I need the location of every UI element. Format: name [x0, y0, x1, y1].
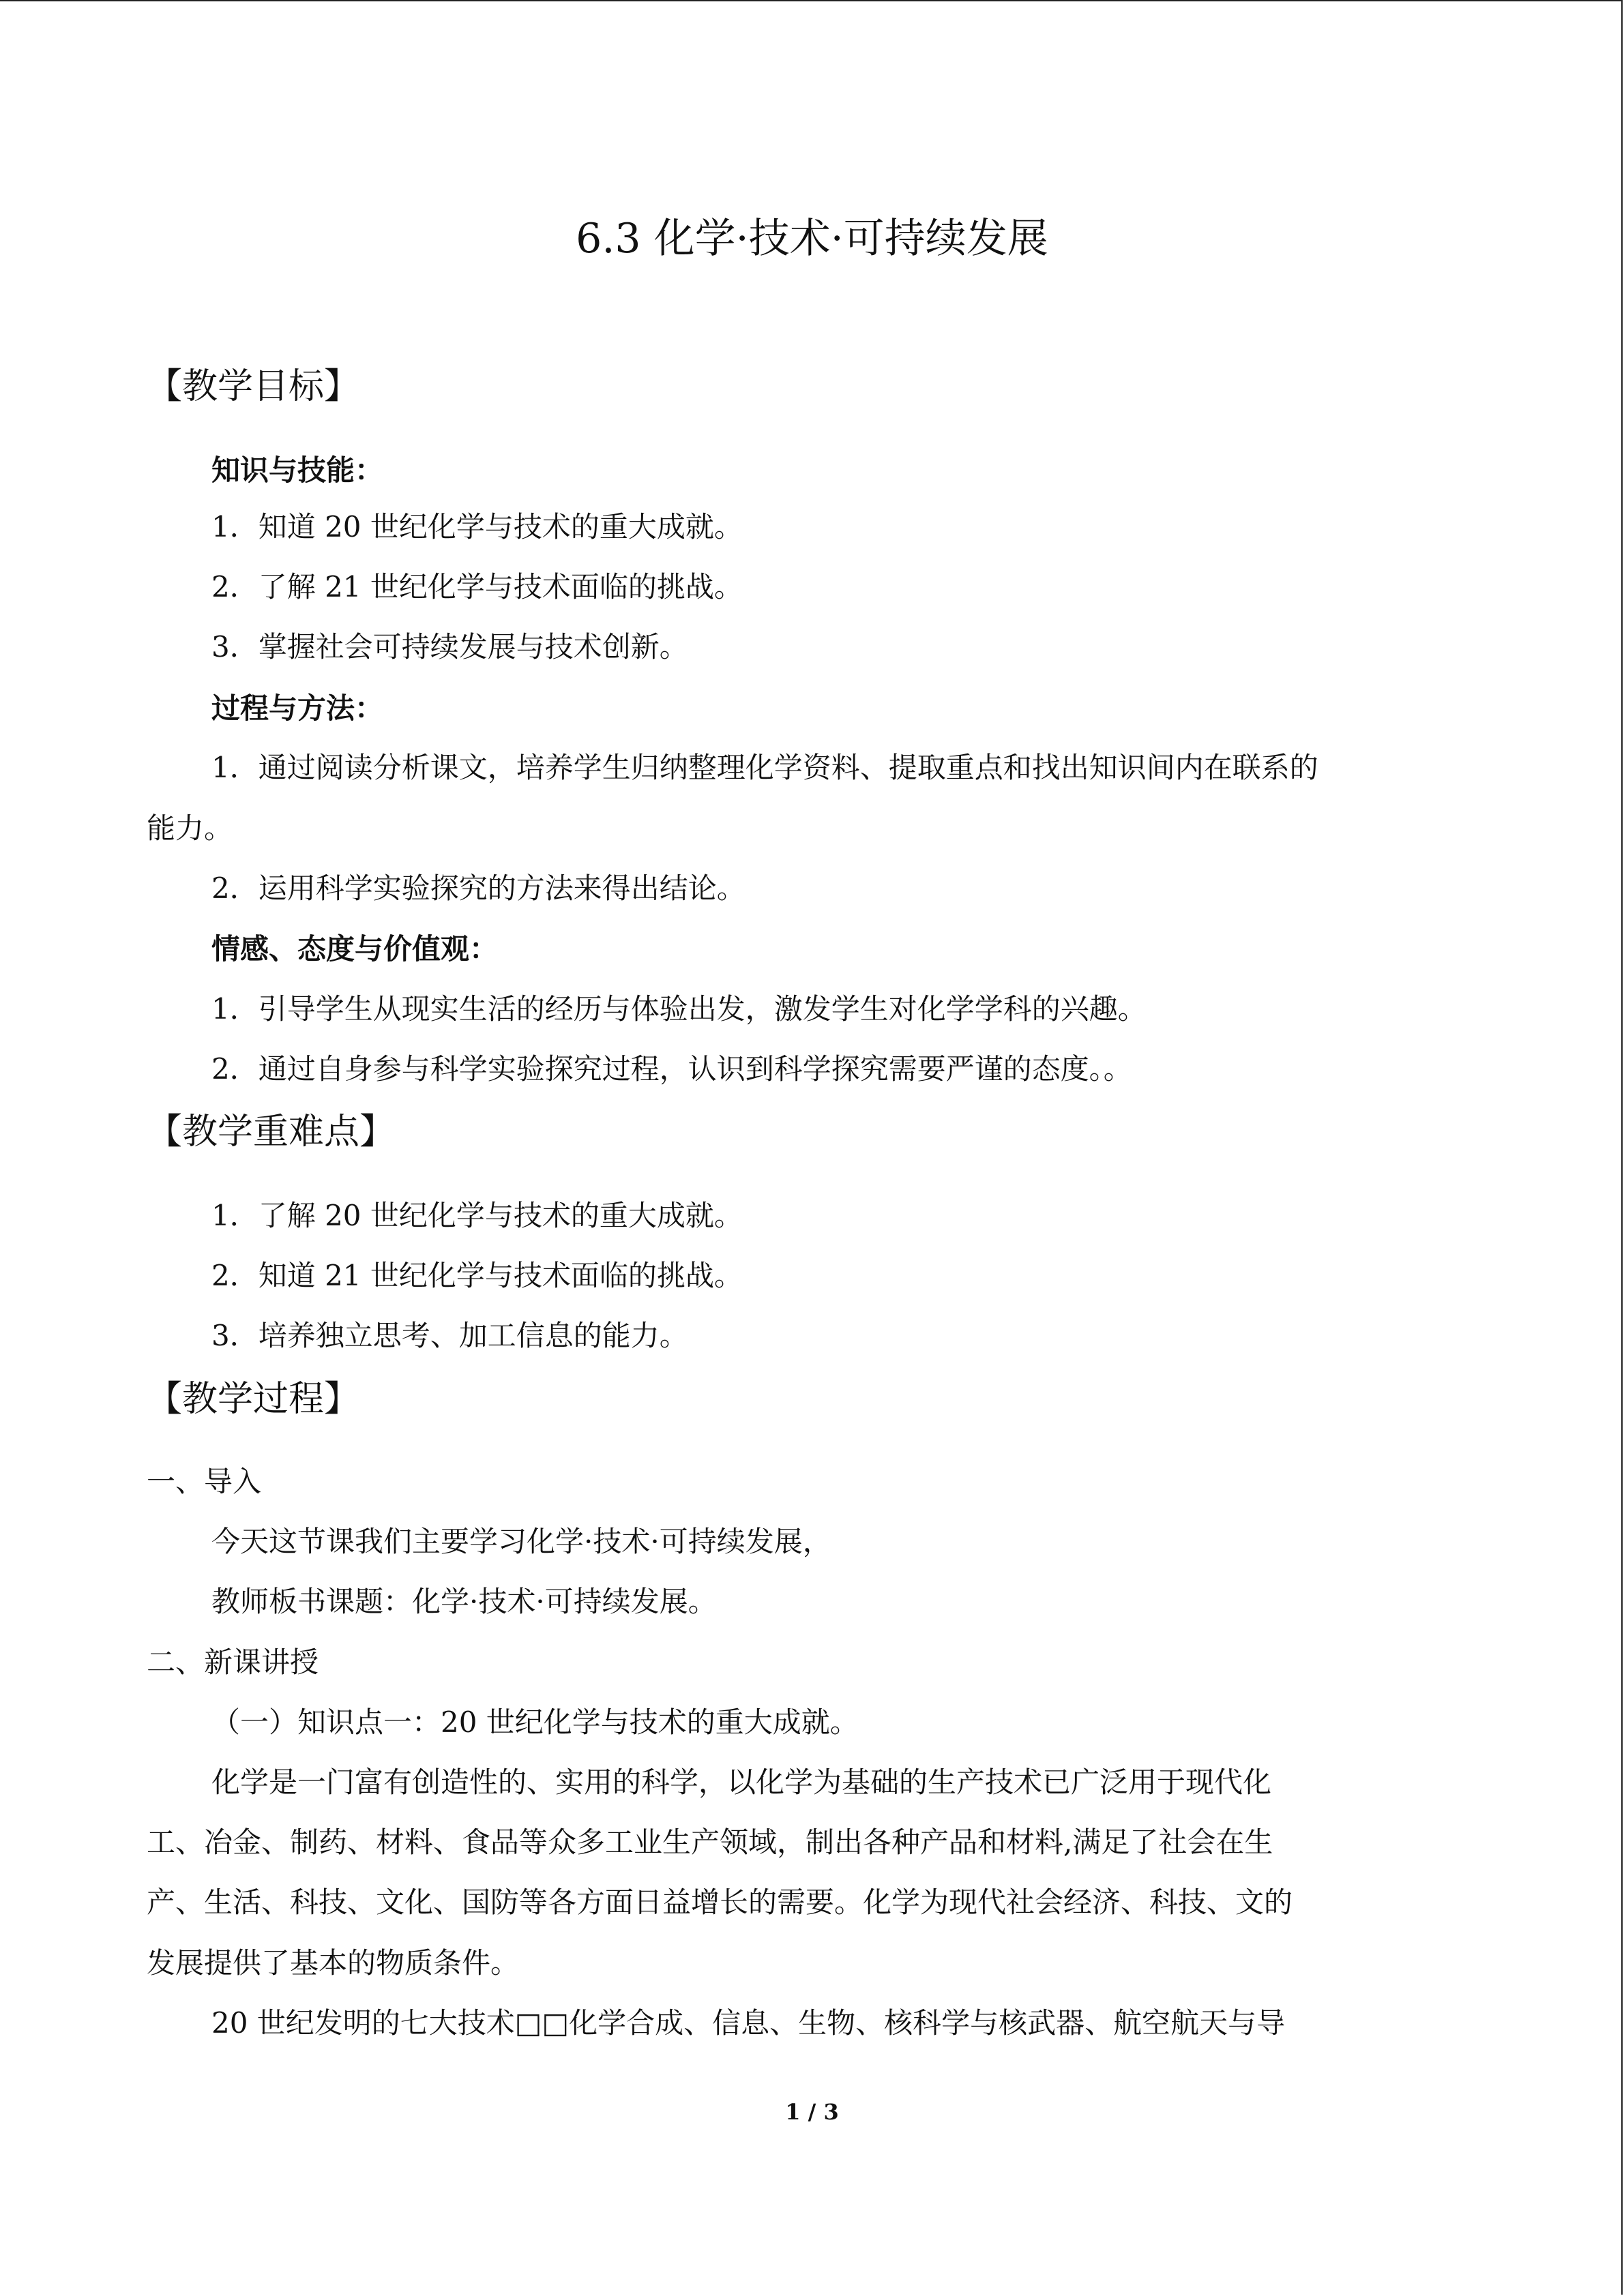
key-points-heading: 【教学重难点】 [147, 1112, 396, 1152]
process-section-heading: 【教学过程】 [147, 1379, 360, 1420]
emotion-item-1: 1．引导学生从现实生活的经历与体验出发，激发学生对化学学科的兴趣。 [211, 992, 1147, 1026]
process-item-1-line-2: 能力。 [147, 811, 233, 845]
process-item-1-line-1: 1．通过阅读分析课文，培养学生归纳整理化学资料、提取重点和找出知识间内在联系的 [211, 751, 1318, 784]
new-lesson-label: 二、新课讲授 [147, 1645, 319, 1679]
key-point-1: 1．了解 20 世纪化学与技术的重大成就。 [211, 1199, 743, 1232]
objectives-heading: 【教学目标】 [147, 366, 360, 407]
emotion-label: 情感、态度与价值观： [211, 932, 499, 966]
knowledge-item-3: 3．掌握社会可持续发展与技术创新。 [211, 630, 688, 664]
knowledge-item-1: 1．知道 20 世纪化学与技术的重大成就。 [211, 510, 743, 543]
knowledge-point-1: （一）知识点一：20 世纪化学与技术的重大成就。 [211, 1705, 859, 1739]
process-label: 过程与方法： [211, 691, 384, 725]
document-title: 6.3 化学·技术·可持续发展 [576, 215, 1048, 263]
paragraph-1-line-2: 工、冶金、制药、材料、食品等众多工业生产领域，制出各种产品和材料,满足了社会在生 [147, 1825, 1273, 1859]
intro-label: 一、导入 [147, 1465, 262, 1498]
key-point-2: 2．知道 21 世纪化学与技术面临的挑战。 [211, 1259, 743, 1292]
process-item-2: 2．运用科学实验探究的方法来得出结论。 [211, 871, 745, 905]
paragraph-1-line-3: 产、生活、科技、文化、国防等各方面日益增长的需要。化学为现代社会经济、科技、文的 [147, 1885, 1293, 1919]
intro-line-1: 今天这节课我们主要学习化学·技术·可持续发展， [211, 1525, 831, 1558]
knowledge-item-2: 2．了解 21 世纪化学与技术面临的挑战。 [211, 570, 743, 603]
page-number: 1 / 3 [785, 2099, 839, 2125]
knowledge-label: 知识与技能： [211, 453, 384, 487]
paragraph-2-line-1: 20 世纪发明的七大技术□□化学合成、信息、生物、核科学与核武器、航空航天与导 [211, 2006, 1286, 2040]
emotion-item-2: 2．通过自身参与科学实验探究过程，认识到科学探究需要严谨的态度。。 [211, 1052, 1132, 1086]
paragraph-1-line-4: 发展提供了基本的物质条件。 [147, 1946, 520, 1980]
paragraph-1-line-1: 化学是一门富有创造性的、实用的科学，以化学为基础的生产技术已广泛用于现代化 [211, 1765, 1272, 1799]
intro-line-2: 教师板书课题：化学·技术·可持续发展。 [211, 1585, 717, 1618]
key-point-3: 3．培养独立思考、加工信息的能力。 [211, 1319, 688, 1352]
